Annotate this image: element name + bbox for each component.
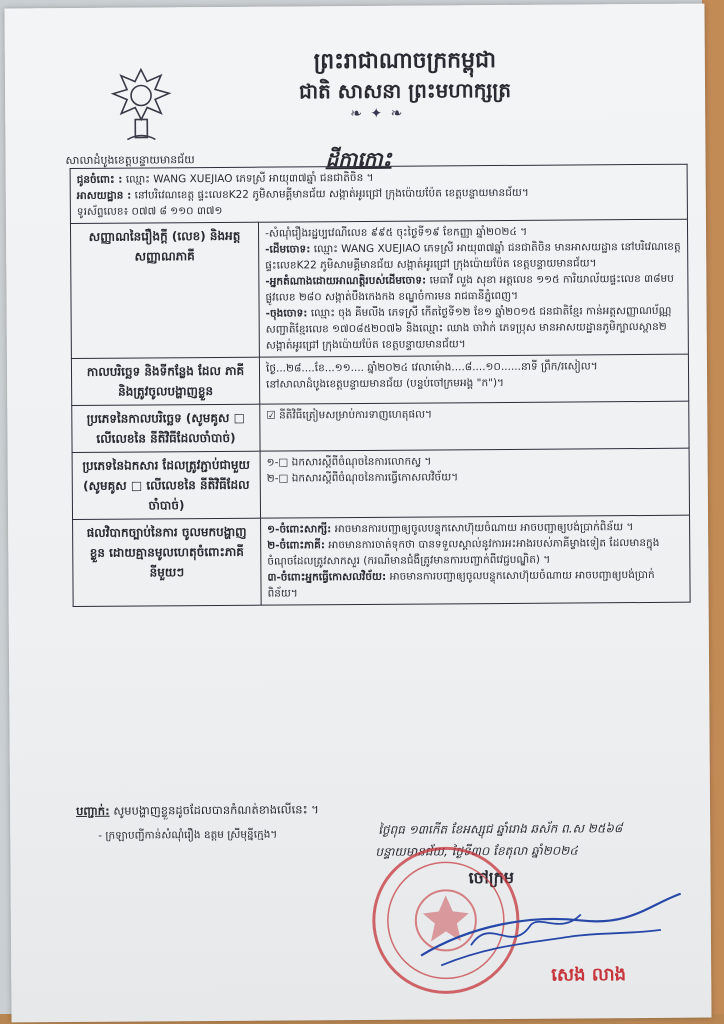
summons-table: [70, 164, 691, 607]
content-line: ថ្ងៃ...២៨....ខែ...១១.... ឆ្នាំ២០២៤ វេលាម៉ោង....៨....១០......នាទី ព្រឹក/រសៀល។: [265, 360, 598, 375]
content-line: ២-ចំពោះភាគី: អាចមានការចាត់ទុកថា បានទទួលស្គាល់នូវការអះអាងរបស់ភាគីម្ខាងទៀត ដែលមានក្នុងចំណុចដែលត្រូវសាកសួរ (ករណីមានជំងឺត្រូវមានការបញ្ជាក់ពីវេជ្ជបណ្ឌិត) ។: [267, 536, 660, 568]
content-line: ៣-ចំពោះអ្នកធ្វើកោសលវិច័យ: អាចមានការបញ្ជាឲ្យចូលបន្ទុកសោហ៊ុយចំណាយ អាចបញ្ជាឲ្យបង់ប្រាក់ពិន័យ។: [267, 568, 655, 600]
document-title: ដីកាកោះ: [325, 146, 392, 172]
content-line: ១-□ ឯកសារស្តីពីចំណុចនៃការលោកស្វ ។: [266, 455, 432, 469]
content-line: ☑ នីតិវិធីត្រៀមសម្រាប់ការទាញហេតុផល។: [266, 408, 433, 422]
row-label: កាលបរិច្ឆេទ និងទីកន្លែង ដែល ភាគី និងត្រូវចូលបង្ហាញខ្លួន: [71, 357, 259, 405]
table-row: [70, 219, 688, 358]
table-row: [72, 448, 689, 519]
row-content: [260, 401, 689, 451]
row-label: សញ្ញាណនៃរឿងក្តី (លេខ) និងអត្តសញ្ញាណភាគី: [70, 222, 259, 358]
content-line: នៅសាលាដំបូងខេត្តបន្ទាយមានជ័យ (បន្ទប់ចៅក្រមអង្គ "ក")។: [266, 376, 505, 391]
address-label: អាសយដ្ឋាន :: [76, 189, 132, 202]
row-label: ប្រភេទនៃកាលបរិច្ឆេទ (សូមគូស □ លើលេខនៃ នីតិវិធីដែលចាំបាច់): [72, 404, 260, 452]
royal-emblem-icon: [109, 65, 174, 145]
kingdom-title: ព្រះរាជាណាចក្រកម្ពុជា: [313, 48, 497, 75]
table-row: [71, 354, 688, 405]
content-line: -អ្នកតំណាងដោយអាណត្តិរបស់ដើមចោទ: មេធាវី លួង សុខា អត្តលេខ ១១៥ ការិយាល័យផ្ទះលេខ ៣៨មប ផ្លូវលេខ ២៨០ សង្កាត់បឹងកេងកង ខណ្ឌចំការមន រាជធានីភ្នំពេញ។: [265, 272, 674, 304]
row-content: [259, 354, 688, 404]
addressee-label: ជូនចំពោះ :: [76, 173, 123, 186]
judge-title: ចៅក្រម: [468, 867, 515, 888]
addressee-text: ឈ្មោះ WANG XUEJIAO ភេទស្រី អាយុ៣៧ឆ្នាំ ជនជាតិចិន ។: [125, 171, 374, 186]
place-date: បន្ទាយមានជ័យ, ថ្ងៃទី៣០ ខែតុលា ឆ្នាំ២០២៤: [375, 843, 578, 859]
address-text: នៅបរិវេណខេត្ត ផ្ទះលេខK22 ភូមិសាមគ្គីមានជ័យ សង្កាត់អូរជ្រៅ ក្រុងប៉ោយប៉ែត ខេត្តបន្ទាយមានជ័យ។: [134, 186, 529, 202]
party-row: [70, 164, 687, 223]
content-line: ១-ចំពោះសាក្សី: អាចមានការបញ្ជាឲ្យចូលបន្ទុកសោហ៊ុយចំណាយ អាចបញ្ជាឲ្យបង់ប្រាក់ពិន័យ ។: [267, 521, 634, 536]
phone-text: ទូរស័ព្ទលេខ៖ ០៧៧ ៨ ១១០ ៣៧១: [76, 204, 223, 218]
content-line: -ដើមចោទ: ឈ្មោះ WANG XUEJIAO ភេទស្រី អាយុ៣៧ឆ្នាំ ជនជាតិចិន មានអាសយដ្ឋាន នៅបរិវេណខេត្ត ផ្ទះលេខK22 ភូមិសាមគ្គីមានជ័យ សង្កាត់អូរជ្រៅ ក្រុងប៉ោយប៉ែត ខេត្តបន្ទាយមានជ័យ។: [265, 240, 681, 272]
national-motto: ជាតិ សាសនា ព្រះមហាក្សត្រ: [298, 77, 512, 104]
row-content: [260, 448, 689, 518]
content-line: ២-□ ឯកសារស្តីពីចំណុចនៃការធ្វើកោសលវិច័យ។: [266, 471, 459, 485]
content-line: -ចុងចោទ: ឈ្មោះ ចុង គីមលីង ភេទស្រី កើតថ្ងៃទី១២ ខែ១ ឆ្នាំ២០១៥ ជនជាតិខ្មែរ កាន់អត្តសញ្ញាណប័ណ្ណសញ្ជាតិខ្មែរលេខ ១៧០៨៥២០៧៦ និងឈ្មោះ ឈាង ចាវ៉ាក់ ភេទប្រុស មានអាសយដ្ឋានភូមិក្បាលស្ពាន២ សង្កាត់អូរជ្រៅ ក្រុងប៉ោយប៉ែត ខេត្តបន្ទាយមានជ័យ។: [265, 304, 672, 352]
ornament-divider: ❧ ✦ ❧: [350, 105, 405, 123]
party-cell: [70, 164, 687, 223]
lunar-date: ថ្ងៃពុធ ១៣កើត ខែអស្សុជ ឆ្នាំរោង ឆស័ក ព.ស ២៥៦៨: [378, 821, 623, 837]
row-content: [258, 219, 688, 357]
table-row: [72, 401, 689, 452]
row-content: [261, 515, 691, 605]
cc-note: - ក្រឡាបញ្ជីកាន់សំណុំរឿង ឧត្តម ស្រីមុន្នីក្មេង។: [98, 828, 278, 842]
content-line: -សំណុំរឿងរដ្ឋប្បវេណីលេខ ៩៩៥ ចុះថ្ងៃទី១៩ ខែកញ្ញា ឆ្នាំ២០២៤ ។: [265, 225, 528, 240]
note-line: [76, 802, 319, 821]
row-label: ប្រភេទនៃឯកសារ ដែលត្រូវភ្ជាប់ជាមួយ (សូមគូស □ លើលេខនៃ នីតិវិធីដែលចាំបាច់): [72, 451, 260, 519]
row-label: ផលវិបាកច្បាប់នៃការ ចូលមកបង្ហាញខ្លួន ដោយគ្មានមូលហេតុចំពោះភាគីនីមួយៗ: [73, 518, 262, 606]
note-text: សូមបង្ហាញខ្លួនដូចដែលបានកំណត់ខាងលើនេះ ។: [109, 802, 319, 818]
document-page: [4, 4, 711, 1023]
table-row: [73, 515, 691, 606]
court-name: សាលាដំបូងខេត្តបន្ទាយមានជ័យ: [65, 153, 195, 168]
note-label: បញ្ជាក់:: [76, 803, 110, 818]
judge-name: សេង លាង: [551, 964, 627, 986]
